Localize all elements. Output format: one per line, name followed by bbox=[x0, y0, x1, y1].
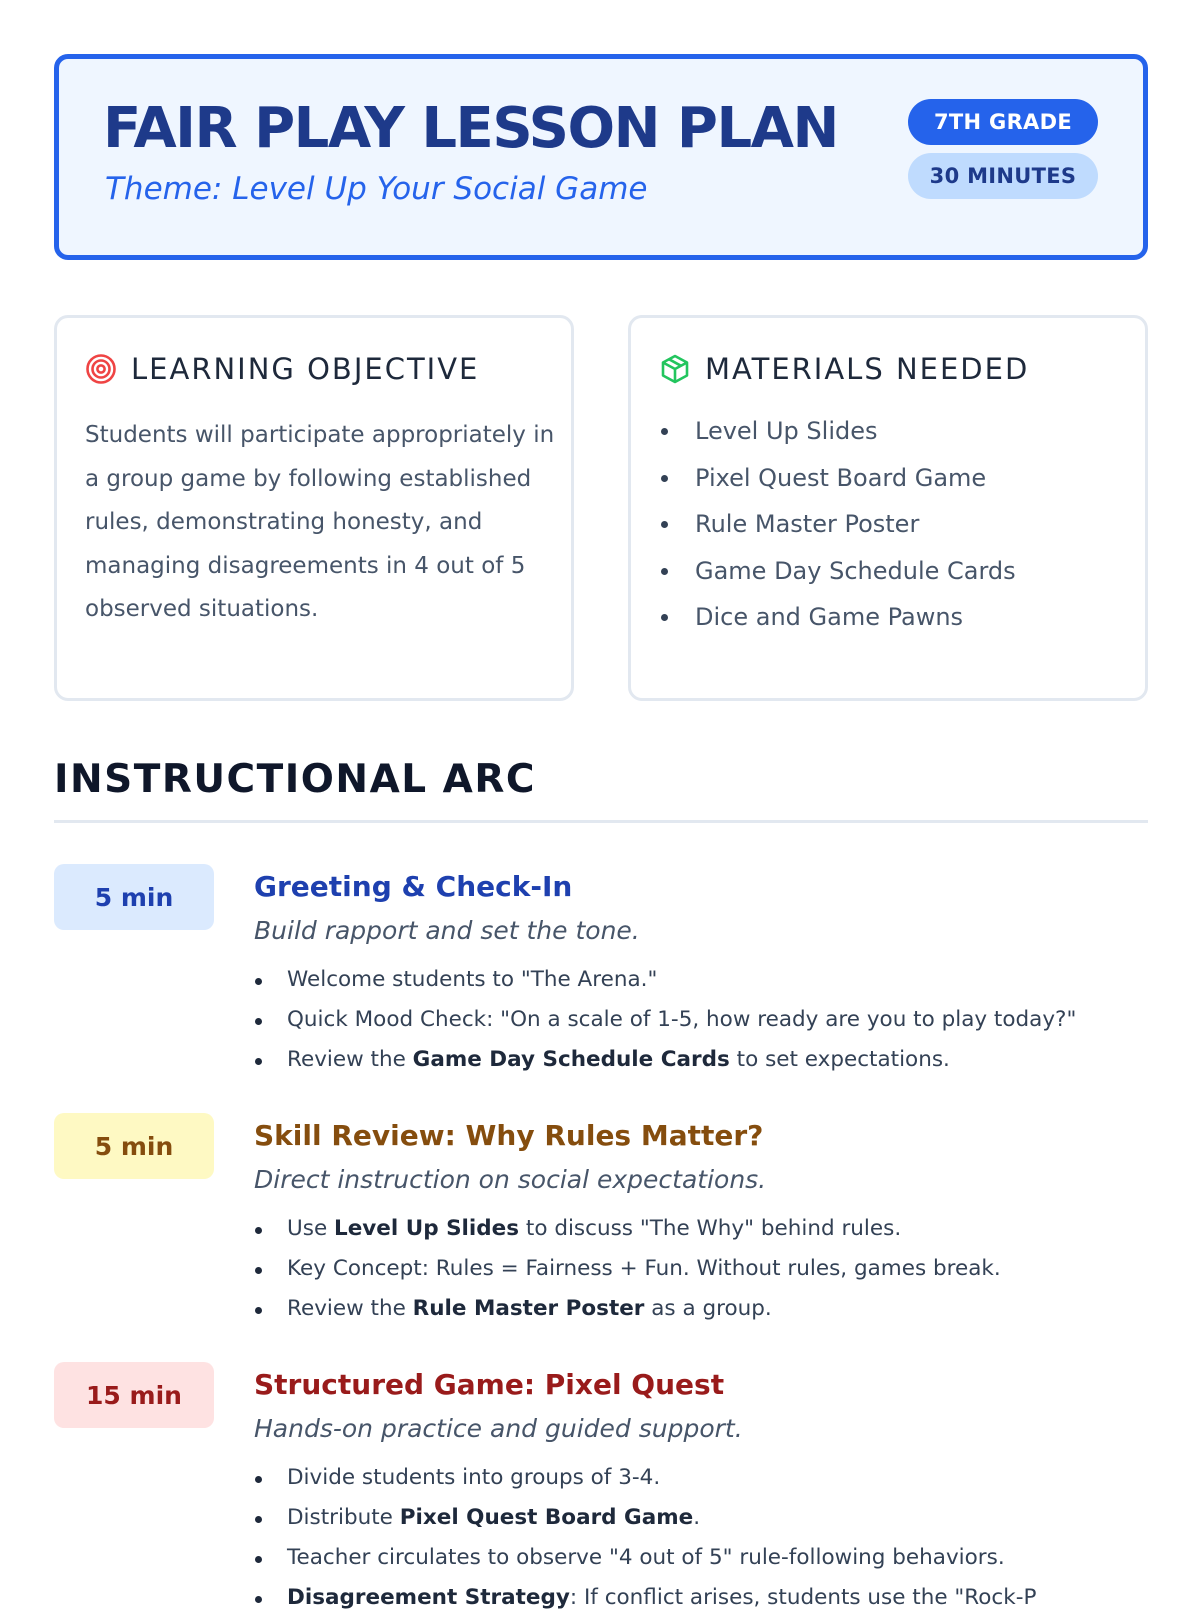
target-icon bbox=[85, 353, 117, 385]
list-item: Pixel Quest Board Game bbox=[659, 455, 1016, 502]
objective-heading bbox=[85, 352, 479, 386]
bullet-text: Distribute bbox=[287, 1505, 400, 1530]
lesson-header bbox=[54, 54, 1148, 260]
materials-heading-label: MATERIALS NEEDED bbox=[705, 352, 1030, 386]
bullet-emphasis: Game Day Schedule Cards bbox=[412, 1047, 730, 1072]
theme-subtitle: Theme: Level Up Your Social Game bbox=[105, 171, 648, 207]
step-subtitle: Build rapport and set the tone. bbox=[254, 916, 640, 945]
section-divider bbox=[54, 820, 1148, 823]
duration-badge: 30 MINUTES bbox=[908, 153, 1098, 199]
time-badge: 5 min bbox=[54, 1113, 214, 1179]
step-bullet-list bbox=[254, 1209, 1001, 1329]
bullet-text: . bbox=[693, 1505, 701, 1530]
lesson-plan-page bbox=[54, 54, 1148, 1610]
bullet-text: Divide students into groups of 3-4. bbox=[287, 1465, 661, 1490]
bullet-text: to set expectations. bbox=[729, 1047, 950, 1072]
bullet-text: : If conflict arises, students use the "Rock-P bbox=[569, 1585, 1037, 1610]
list-item: Rule Master Poster bbox=[659, 501, 1016, 548]
bullet-text: Key Concept: Rules = Fairness + Fun. Without rules, games break. bbox=[287, 1256, 1001, 1281]
list-item bbox=[254, 1578, 1036, 1618]
materials-heading bbox=[659, 352, 1029, 386]
list-item: Dice and Game Pawns bbox=[659, 594, 1016, 641]
list-item bbox=[254, 1498, 1036, 1538]
bullet-text: Teacher circulates to observe "4 out of 5" rule-following behaviors. bbox=[287, 1545, 1005, 1570]
objective-card bbox=[54, 315, 574, 701]
box-icon bbox=[659, 353, 691, 385]
list-item bbox=[254, 1040, 1076, 1080]
grade-badge: 7TH GRADE bbox=[908, 99, 1098, 145]
list-item bbox=[254, 1538, 1036, 1578]
section-title: INSTRUCTIONAL ARC bbox=[54, 757, 537, 802]
bullet-emphasis: Pixel Quest Board Game bbox=[399, 1505, 694, 1530]
bullet-text: to discuss "The Why" behind rules. bbox=[519, 1216, 902, 1241]
step-title: Greeting & Check-In bbox=[254, 870, 573, 903]
bullet-text: as a group. bbox=[644, 1296, 772, 1321]
objective-heading-label: LEARNING OBJECTIVE bbox=[131, 352, 480, 386]
bullet-text: Review the bbox=[287, 1047, 413, 1072]
bullet-emphasis: Rule Master Poster bbox=[412, 1296, 645, 1321]
page-title: FAIR PLAY LESSON PLAN bbox=[103, 96, 838, 161]
step-bullet-list bbox=[254, 960, 1076, 1080]
step-subtitle: Hands-on practice and guided support. bbox=[254, 1414, 743, 1443]
bullet-text: Welcome students to "The Arena." bbox=[287, 967, 658, 992]
materials-card bbox=[628, 315, 1148, 701]
objective-text: Students will participate appropriately in a group game by following established rules, demonstrating honesty, and managing disagreements in 4 out of 5 observed situations. bbox=[85, 422, 555, 622]
step-title: Skill Review: Why Rules Matter? bbox=[254, 1119, 764, 1152]
list-item: Level Up Slides bbox=[659, 408, 1016, 455]
list-item bbox=[254, 1289, 1001, 1329]
bullet-text: Use bbox=[287, 1216, 334, 1241]
bullet-text: Review the bbox=[287, 1296, 413, 1321]
list-item bbox=[254, 960, 1076, 1000]
step-subtitle: Direct instruction on social expectations. bbox=[254, 1165, 767, 1194]
step-bullet-list bbox=[254, 1458, 1036, 1618]
list-item bbox=[254, 1458, 1036, 1498]
list-item: Game Day Schedule Cards bbox=[659, 548, 1016, 595]
time-badge: 5 min bbox=[54, 864, 214, 930]
materials-list bbox=[659, 408, 1016, 641]
step-title: Structured Game: Pixel Quest bbox=[254, 1368, 725, 1401]
list-item bbox=[254, 1209, 1001, 1249]
info-cards bbox=[54, 315, 1148, 701]
time-badge: 15 min bbox=[54, 1362, 214, 1428]
list-item bbox=[254, 1000, 1076, 1040]
bullet-emphasis: Level Up Slides bbox=[334, 1216, 520, 1241]
bullet-text: Quick Mood Check: "On a scale of 1-5, how ready are you to play today?" bbox=[287, 1007, 1077, 1032]
list-item bbox=[254, 1249, 1001, 1289]
bullet-emphasis: Disagreement Strategy bbox=[287, 1585, 570, 1610]
